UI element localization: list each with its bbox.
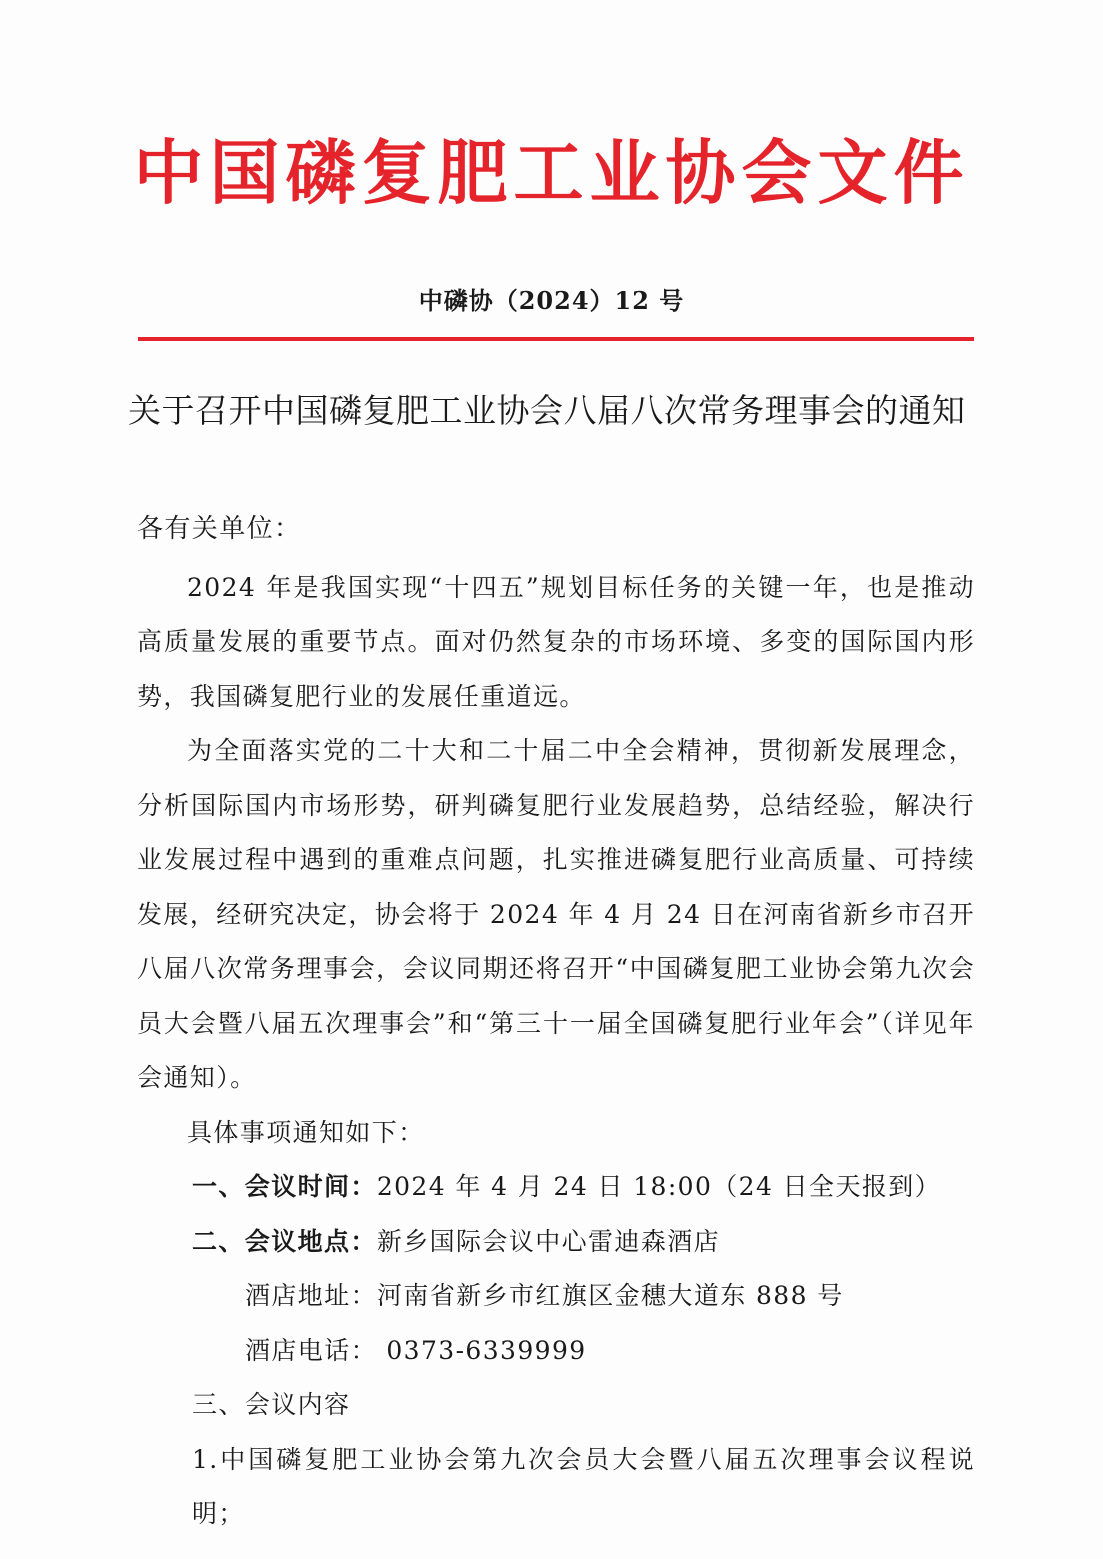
paragraph-1: 2024 年是我国实现“十四五”规划目标任务的关键一年，也是推动高质量发展的重要节点。面对仍然复杂的市场环境、多变的国际国内形势，我国磷复肥行业的发展任重道远。: [137, 572, 975, 711]
meeting-time-label: 一、会议时间：: [192, 1172, 377, 1201]
hotel-address-label: 酒店地址：: [245, 1281, 378, 1310]
hotel-phone-item: [137, 1324, 975, 1379]
meeting-content-heading: 三、会议内容: [192, 1390, 351, 1419]
hotel-phone-label: 酒店电话：: [245, 1335, 378, 1365]
hotel-address-value: 河南省新乡市红旗区金穗大道东 888 号: [377, 1281, 844, 1310]
meeting-time-value: 2024 年 4 月 24 日 18:00（24 日全天报到）: [376, 1172, 942, 1201]
meeting-content-item-1: 1.中国磷复肥工业协会第九次会员大会暨八届五次理事会议程说明；: [192, 1444, 975, 1528]
salutation: 各有关单位：: [137, 514, 302, 544]
document-body: [137, 502, 975, 1542]
paragraph-2: 为全面落实党的二十大和二十届二中全会精神，贯彻新发展理念，分析国际国内市场形势，研判磷复肥行业发展趋势，总结经验，解决行业发展过程中遇到的重难点问题，扎实推进磷复肥行业高质量、可持续发展，经研究决定，协会将于 2024 年 4 月 24 日在河南省新乡市召开八届八次常务理事会，会议同期还将召开“中国磷复肥工业协会第九次会员大会暨八届五次理事会”和“第三十一届全国磷复肥行业年会”（详见年会通知）。: [137, 736, 975, 1092]
org-document-title: 中国磷复肥工业协会文件: [133, 132, 970, 214]
intro-items: 具体事项通知如下：: [187, 1117, 425, 1147]
meeting-time-item: [137, 1160, 975, 1215]
hotel-phone-value: 0373-6339999: [377, 1335, 587, 1365]
meeting-venue-value: 新乡国际会议中心雷迪森酒店: [376, 1226, 721, 1256]
meeting-venue-item: [137, 1215, 975, 1270]
document-number: 中磷协（2024）12 号: [418, 286, 685, 315]
hotel-address-item: [137, 1269, 975, 1324]
meeting-venue-label: 二、会议地点：: [192, 1226, 377, 1256]
notice-title: 关于召开中国磷复肥工业协会八届八次常务理事会的通知: [128, 391, 966, 430]
red-divider-line: [138, 337, 974, 341]
